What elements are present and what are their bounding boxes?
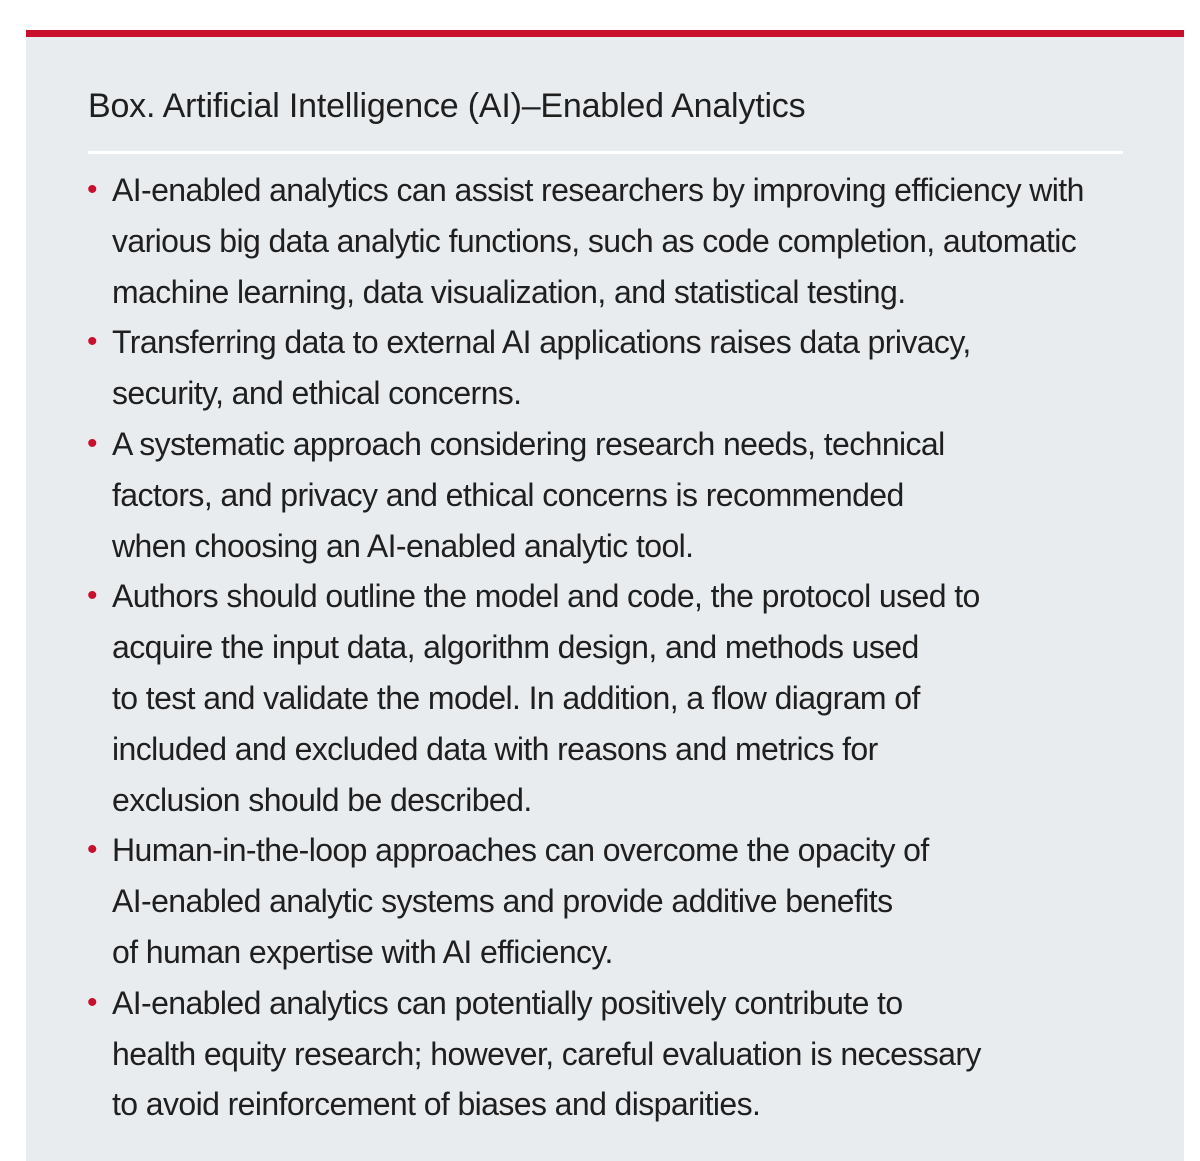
- bullet-text-line: of human expertise with AI efficiency.: [112, 933, 613, 970]
- bullet-text-line: AI-enabled analytics can assist researchers by improving efficiency with: [112, 172, 1084, 208]
- bullet-text-line: exclusion should be described.: [112, 781, 532, 818]
- bullet-text-line: AI-enabled analytic systems and provide additive benefits: [112, 883, 893, 920]
- bullet-text-line: Transferring data to external AI applications raises data privacy,: [112, 324, 971, 361]
- bullet-text-line: various big data analytic functions, such as code completion, automatic: [112, 222, 1077, 259]
- info-box: [26, 30, 1184, 1161]
- bullet-list: [88, 165, 1128, 1130]
- bullet-text-line: Human-in-the-loop approaches can overcome the opacity of: [112, 832, 929, 869]
- bullet-text-line: included and excluded data with reasons and metrics for: [112, 730, 878, 767]
- bullet-item: [88, 978, 1128, 1130]
- bullet-dot-icon: •: [87, 985, 97, 1019]
- bullet-dot-icon: •: [87, 579, 97, 613]
- bullet-text-line: security, and ethical concerns.: [112, 375, 522, 412]
- bullet-text-line: to avoid reinforcement of biases and disparities.: [112, 1086, 761, 1123]
- bullet-item: [88, 825, 1128, 977]
- bullet-item: [88, 317, 1128, 419]
- bullet-dot-icon: •: [87, 426, 97, 460]
- bullet-dot-icon: •: [87, 325, 97, 359]
- bullet-item: [88, 165, 1128, 317]
- bullet-item: [88, 419, 1128, 571]
- bullet-text-line: factors, and privacy and ethical concerns is recommended: [112, 476, 904, 513]
- bullet-text-line: health equity research; however, careful evaluation is necessary: [112, 1035, 981, 1072]
- title-divider: [88, 151, 1123, 154]
- bullet-text-line: Authors should outline the model and code, the protocol used to: [112, 578, 980, 615]
- bullet-text-line: AI-enabled analytics can potentially positively contribute to: [112, 984, 903, 1021]
- bullet-text-line: when choosing an AI-enabled analytic tool.: [112, 527, 694, 564]
- bullet-text-line: machine learning, data visualization, and statistical testing.: [112, 273, 906, 310]
- bullet-dot-icon: •: [87, 833, 97, 867]
- bullet-text-line: to test and validate the model. In addition, a flow diagram of: [112, 679, 920, 716]
- bullet-text-line: A systematic approach considering research needs, technical: [112, 425, 945, 462]
- bullet-dot-icon: •: [87, 173, 97, 206]
- box-title: Box. Artificial Intelligence (AI)–Enabled Analytics: [88, 87, 806, 125]
- bullet-item: [88, 571, 1128, 825]
- bullet-text-line: acquire the input data, algorithm design, and methods used: [112, 629, 919, 666]
